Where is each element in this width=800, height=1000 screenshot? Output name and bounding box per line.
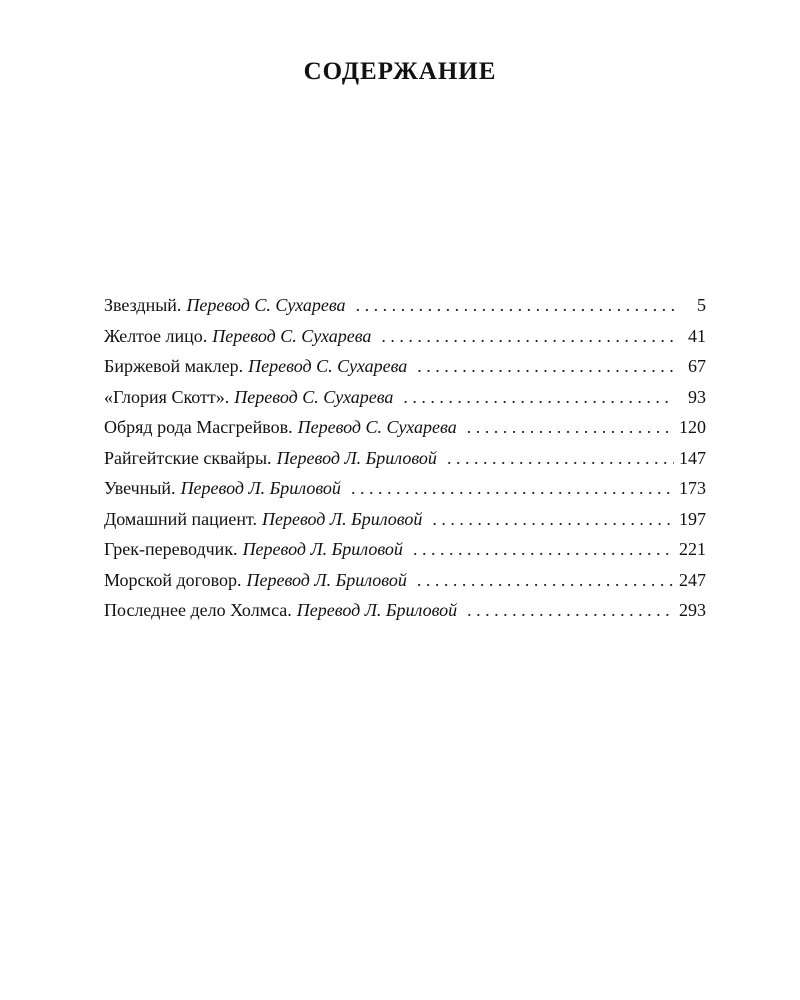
toc-entry[interactable] xyxy=(104,473,706,504)
toc-entry-title: Грек-переводчик. xyxy=(104,539,238,559)
toc-leader-dots xyxy=(381,321,674,352)
toc-entry[interactable] xyxy=(104,321,706,352)
toc-entry[interactable] xyxy=(104,412,706,443)
toc-leader-dots xyxy=(417,565,674,596)
toc-entry-page: 5 xyxy=(697,295,706,315)
toc-entry[interactable] xyxy=(104,290,706,321)
toc-leader-dots xyxy=(413,534,674,565)
toc-entry[interactable] xyxy=(104,504,706,535)
toc-entry-translator: Перевод Л. Бриловой xyxy=(296,600,458,620)
toc-entry-title: Обряд рода Масгрейвов. xyxy=(104,417,293,437)
toc-entry-translator: Перевод Л. Бриловой xyxy=(180,478,341,498)
toc-entry-title: Последнее дело Холмса. xyxy=(104,600,292,620)
toc-entry-page: 93 xyxy=(688,386,706,407)
toc-leader-dots xyxy=(351,473,674,504)
toc-entry-translator: Перевод С. Сухарева xyxy=(297,417,457,437)
toc-entry-translator: Перевод Л. Бриловой xyxy=(246,569,407,590)
page-title: СОДЕРЖАНИЕ xyxy=(303,58,497,85)
toc-leader-dots xyxy=(356,290,674,321)
toc-leader-dots xyxy=(432,504,674,535)
toc-entry-translator: Перевод С. Сухарева xyxy=(234,386,394,407)
table-of-contents xyxy=(104,290,706,626)
toc-entry-page: 197 xyxy=(679,508,706,529)
toc-entry-translator: Перевод С. Сухарева xyxy=(212,325,372,346)
toc-entry-title: Увечный. xyxy=(104,478,176,498)
toc-entry[interactable] xyxy=(104,382,706,413)
toc-entry-translator: Перевод С. Сухарева xyxy=(186,295,346,315)
toc-entry-translator: Перевод Л. Бриловой xyxy=(261,508,423,529)
toc-leader-dots xyxy=(403,382,674,413)
toc-entry-page: 147 xyxy=(679,447,706,468)
toc-entry[interactable] xyxy=(104,351,706,382)
toc-entry-translator: Перевод Л. Бриловой xyxy=(242,539,403,559)
toc-entry-page: 173 xyxy=(679,478,706,498)
toc-entry-page: 67 xyxy=(688,356,706,376)
toc-entry-page: 247 xyxy=(679,569,706,590)
toc-leader-dots xyxy=(467,595,674,626)
toc-entry-page: 120 xyxy=(679,417,706,437)
toc-entry-title: Биржевой маклер. xyxy=(104,356,244,376)
toc-entry-title: Звездный. xyxy=(104,295,182,315)
toc-entry-title: Морской договор. xyxy=(104,569,242,590)
toc-leader-dots xyxy=(467,412,674,443)
toc-entry-title: Райгейтские сквайры. xyxy=(104,447,272,468)
toc-entry-translator: Перевод С. Сухарева xyxy=(248,356,408,376)
toc-entry[interactable] xyxy=(104,565,706,596)
toc-entry-title: Домашний пациент. xyxy=(104,508,257,529)
toc-leader-dots xyxy=(417,351,674,382)
toc-entry-title: «Глория Скотт». xyxy=(104,386,230,407)
toc-entry-title: Желтое лицо. xyxy=(104,325,208,346)
toc-entry[interactable] xyxy=(104,443,706,474)
toc-entry[interactable] xyxy=(104,534,706,565)
toc-entry-translator: Перевод Л. Бриловой xyxy=(276,447,437,468)
toc-entry-page: 293 xyxy=(679,600,706,620)
toc-leader-dots xyxy=(447,443,674,474)
toc-entry[interactable] xyxy=(104,595,706,626)
toc-entry-page: 221 xyxy=(679,539,706,559)
toc-entry-page: 41 xyxy=(688,325,706,346)
